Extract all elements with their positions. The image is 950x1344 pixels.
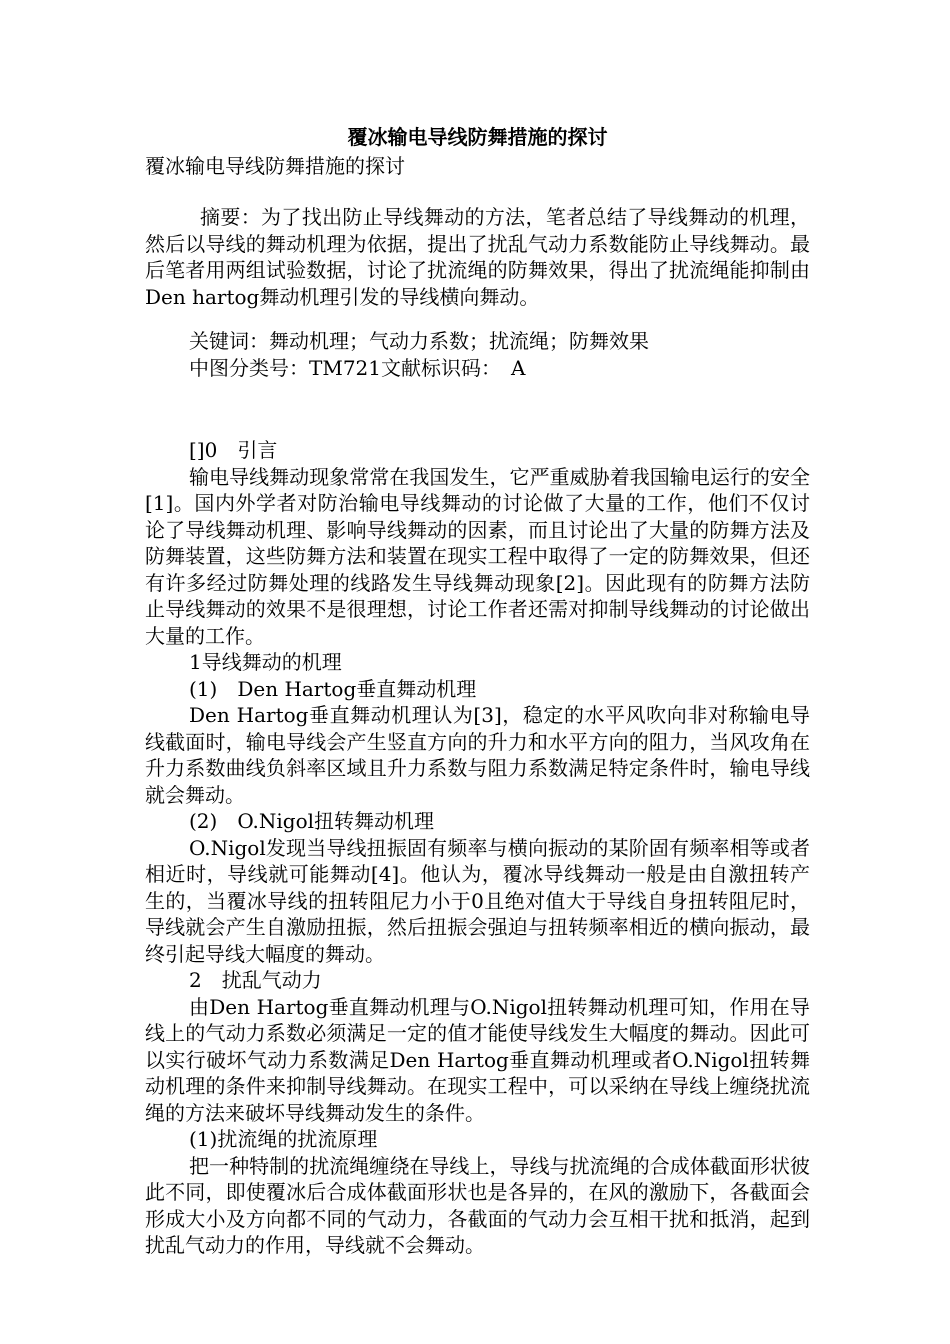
nigol-paragraph: O.Nigol发现当导线扭振固有频率与横向振动的某阶固有频率相等或者相近时，导线就可能舞动[4]。他认为，覆冰导线舞动一般是由自激扭转产生的，当覆冰导线的扭转阻尼力小于0且绝对值大于导线自身扭转阻尼时，导线就会产生自激励扭振，然后扭振会强迫与扭转频率相近的横向振动，最终引起导线大幅度的舞动。: [145, 835, 810, 966]
document-page: [145, 122, 810, 1259]
subsection-heading-den-hartog: (1) Den Hartog垂直舞动机理: [189, 676, 477, 701]
subsection-heading-nigol: (2) O.Nigol扭转舞动机理: [189, 809, 435, 833]
spacer: [145, 310, 810, 328]
keywords-line: 关键词：舞动机理；气动力系数；扰流绳；防舞效果: [189, 329, 649, 353]
classification-line: 中图分类号：TM721文献标识码： A: [189, 355, 526, 380]
document-subtitle: 覆冰输电导线防舞措施的探讨: [145, 154, 405, 178]
spacer: [145, 381, 810, 437]
intro-paragraph: 输电导线舞动现象常常在我国发生，它严重威胁着我国输电运行的安全[1]。国内外学者对防治输电导线舞动的讨论做了大量的工作，他们不仅讨论了导线舞动机理、影响导线舞动的因素，而且讨论出了大量的防舞方法及防舞装置，这些防舞方法和装置在现实工程中取得了一定的防舞效果，但还有许多经过防舞处理的线路发生导线舞动现象[2]。因此现有的防舞方法防止导线舞动的效果不是很理想，讨论工作者还需对抑制导线舞动的讨论做出大量的工作。: [145, 464, 810, 648]
den-hartog-paragraph: Den Hartog垂直舞动机理认为[3]，稳定的水平风吹向非对称输电导线截面时，输电导线会产生竖直方向的升力和水平方向的阻力，当风攻角在升力系数曲线负斜率区域且升力系数与阻力系数满足特定条件时，输电导线就会舞动。: [145, 703, 810, 807]
section-heading-mechanism: 1导线舞动的机理: [189, 650, 342, 674]
disturbance-paragraph: 由Den Hartog垂直舞动机理与O.Nigol扭转舞动机理可知，作用在导线上的气动力系数必须满足一定的值才能使导线发生大幅度的舞动。因此可以实行破坏气动力系数满足Den Hartog垂直舞动机理或者O.Nigol扭转舞动机理的条件来抑制导线舞动。在现实工程中，可以采纳在导线上缠绕扰流绳的方法来破坏导线舞动发生的条件。: [145, 994, 810, 1125]
abstract-paragraph: 摘要：为了找出防止导线舞动的方法，笔者总结了导线舞动的机理，然后以导线的舞动机理为依据，提出了扰乱气动力系数能防止导线舞动。最后笔者用两组试验数据，讨论了扰流绳的防舞效果，得出了扰流绳能抑制由Den hartog舞动机理引发的导线横向舞动。: [145, 205, 810, 309]
subsection-heading-spoiler-principle: (1)扰流绳的扰流原理: [189, 1127, 378, 1151]
section-heading-disturbance: 2 扰乱气动力: [189, 968, 322, 992]
spacer: [145, 180, 810, 204]
section-heading-intro: []0 引言: [189, 438, 278, 462]
document-title: 覆冰输电导线防舞措施的探讨: [347, 125, 608, 149]
spoiler-principle-paragraph: 把一种特制的扰流绳缠绕在导线上，导线与扰流绳的合成体截面形状彼此不同，即使覆冰后合成体截面形状也是各异的，在风的激励下，各截面会形成大小及方向都不同的气动力，各截面的气动力会互相干扰和抵消，起到扰乱气动力的作用，导线就不会舞动。: [145, 1153, 810, 1257]
